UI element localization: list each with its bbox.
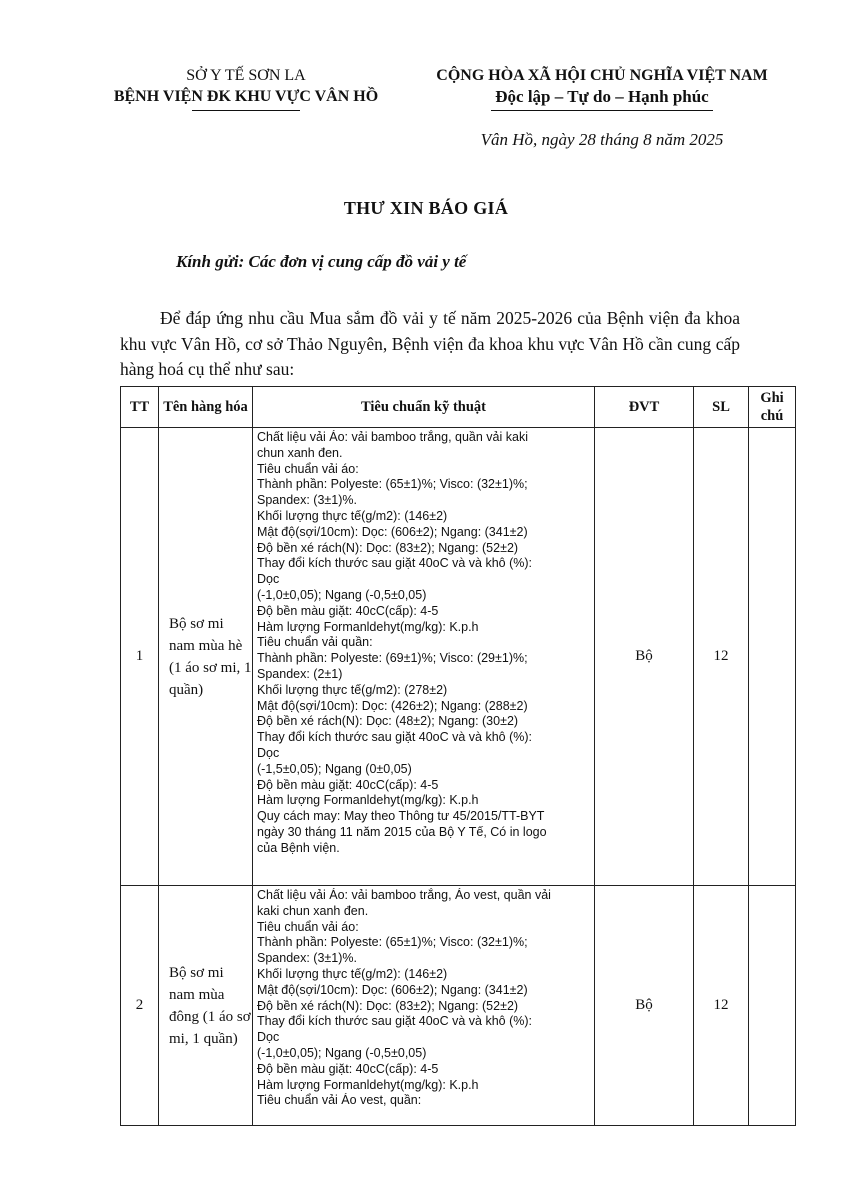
quotation-table xyxy=(120,386,796,1126)
spec-line: Tiêu chuẩn vải áo: xyxy=(257,919,359,934)
row-item-name: Bộ sơ mi nam mùa hè (1 áo sơ mi, 1 quần) xyxy=(159,428,253,886)
table-header-row xyxy=(121,387,796,428)
spec-line: Hàm lượng Formanldehyt(mg/kg): K.p.h xyxy=(257,793,479,808)
org-department: SỞ Y TẾ SƠN LA xyxy=(186,67,306,84)
table-row xyxy=(121,886,796,1126)
row-note xyxy=(749,886,796,1126)
spec-line: (-1,5±0,05); Ngang (0±0,05) xyxy=(257,761,412,776)
spec-line: Chất liệu vải Áo: vải bamboo trắng, Áo vest, quần vải xyxy=(257,888,551,902)
row-unit: Bộ xyxy=(595,886,694,1126)
spec-line: Mật độ(sợi/10cm): Dọc: (426±2); Ngang: (288±2) xyxy=(257,698,528,713)
spec-line: Thay đổi kích thước sau giặt 40oC và và khô (%): xyxy=(257,730,533,745)
intro-text: Để đáp ứng nhu cầu Mua sắm đồ vải y tế năm 2025-2026 của Bệnh viện đa khoa khu vực Vân Hồ, cơ sở Thảo Nguyên, Bệnh viện đa khoa khu vực Vân Hồ cần cung cấp hàng hoá cụ thể như sau: xyxy=(120,308,740,379)
spec-line: Mật độ(sợi/10cm): Dọc: (606±2); Ngang: (341±2) xyxy=(257,982,528,997)
row-qty: 12 xyxy=(694,428,749,886)
spec-line: ngày 30 tháng 11 năm 2015 của Bộ Y Tế, Có in logo xyxy=(257,824,547,839)
intro-paragraph xyxy=(120,306,740,383)
header-qty: SL xyxy=(694,387,749,428)
spec-line: Thay đổi kích thước sau giặt 40oC và và khô (%): xyxy=(257,1014,533,1029)
spec-line: Độ bền màu giặt: 40cC(cấp): 4-5 xyxy=(257,603,439,618)
spec-line: Khối lượng thực tế(g/m2): (146±2) xyxy=(257,966,448,981)
spec-line: Tiêu chuẩn vải Áo vest, quần: xyxy=(257,1093,422,1108)
org-hospital: BỆNH VIỆN ĐK KHU VỰC VÂN HỒ xyxy=(113,88,379,105)
issuing-organization xyxy=(96,66,396,111)
row-note xyxy=(749,428,796,886)
header-spec: Tiêu chuẩn kỹ thuật xyxy=(253,387,595,428)
header-unit: ĐVT xyxy=(595,387,694,428)
spec-line: (-1,0±0,05); Ngang (-0,5±0,05) xyxy=(257,587,427,602)
spec-line: Thành phần: Polyeste: (65±1)%; Visco: (32±1)%; xyxy=(257,935,528,950)
spec-line: Thành phần: Polyeste: (69±1)%; Visco: (29±1)%; xyxy=(257,651,528,666)
spec-line: chun xanh đen. xyxy=(257,445,343,460)
document-date: Vân Hồ, ngày 28 tháng 8 năm 2025 xyxy=(480,130,724,149)
row-tt: 1 xyxy=(121,428,159,886)
spec-line: Spandex: (3±1)%. xyxy=(257,951,357,966)
spec-line: Thành phần: Polyeste: (65±1)%; Visco: (32±1)%; xyxy=(257,477,528,492)
spec-line: Dọc xyxy=(257,745,280,760)
header-note: Ghi chú xyxy=(749,387,796,428)
row-spec xyxy=(253,886,595,1126)
spec-line: Dọc xyxy=(257,1030,280,1045)
nation-name: CỘNG HÒA XÃ HỘI CHỦ NGHĨA VIỆT NAM xyxy=(436,67,768,84)
spec-line: Quy cách may: May theo Thông tư 45/2015/TT-BYT xyxy=(257,809,545,824)
document-title: THƯ XIN BÁO GIÁ xyxy=(343,198,509,218)
spec-line: Chất liệu vải Áo: vải bamboo trắng, quần vải kaki xyxy=(257,430,528,444)
greeting-line: Kính gửi: Các đơn vị cung cấp đồ vải y tế xyxy=(176,252,467,271)
spec-line: Mật độ(sợi/10cm): Dọc: (606±2); Ngang: (341±2) xyxy=(257,524,528,539)
table-row xyxy=(121,428,796,886)
row-qty: 12 xyxy=(694,886,749,1126)
spec-line: Hàm lượng Formanldehyt(mg/kg): K.p.h xyxy=(257,619,479,634)
header-name: Tên hàng hóa xyxy=(159,387,253,428)
spec-line: Độ bền màu giặt: 40cC(cấp): 4-5 xyxy=(257,1061,439,1076)
row-item-name: Bộ sơ mi nam mùa đông (1 áo sơ mi, 1 quần) xyxy=(159,886,253,1126)
spec-line: Độ bền màu giặt: 40cC(cấp): 4-5 xyxy=(257,777,439,792)
spec-line: Độ bền xé rách(N): Dọc: (83±2); Ngang: (52±2) xyxy=(257,998,519,1013)
spec-line: (-1,0±0,05); Ngang (-0,5±0,05) xyxy=(257,1045,427,1060)
spec-line: Spandex: (2±1) xyxy=(257,666,343,681)
row-tt: 2 xyxy=(121,886,159,1126)
spec-line: Độ bền xé rách(N): Dọc: (48±2); Ngang: (30±2) xyxy=(257,714,519,729)
spec-line: Tiêu chuẩn vải quần: xyxy=(257,635,373,650)
spec-line: kaki chun xanh đen. xyxy=(257,903,369,918)
row-unit: Bộ xyxy=(595,428,694,886)
org-underline xyxy=(192,110,300,111)
motto-underline xyxy=(491,110,713,111)
row-spec xyxy=(253,428,595,886)
spec-line: Spandex: (3±1)%. xyxy=(257,493,357,508)
spec-line: Thay đổi kích thước sau giặt 40oC và và khô (%): xyxy=(257,556,533,571)
header-tt: TT xyxy=(121,387,159,428)
nation-motto: Độc lập – Tự do – Hạnh phúc xyxy=(495,87,709,106)
spec-line: của Bệnh viện. xyxy=(257,840,340,855)
spec-line: Độ bền xé rách(N): Dọc: (83±2); Ngang: (52±2) xyxy=(257,540,519,555)
spec-line: Dọc xyxy=(257,572,280,587)
spec-line: Khối lượng thực tế(g/m2): (278±2) xyxy=(257,682,448,697)
spec-line: Hàm lượng Formanldehyt(mg/kg): K.p.h xyxy=(257,1077,479,1092)
national-heading xyxy=(410,66,794,111)
spec-line: Khối lượng thực tế(g/m2): (146±2) xyxy=(257,508,448,523)
spec-line: Tiêu chuẩn vải áo: xyxy=(257,461,359,476)
